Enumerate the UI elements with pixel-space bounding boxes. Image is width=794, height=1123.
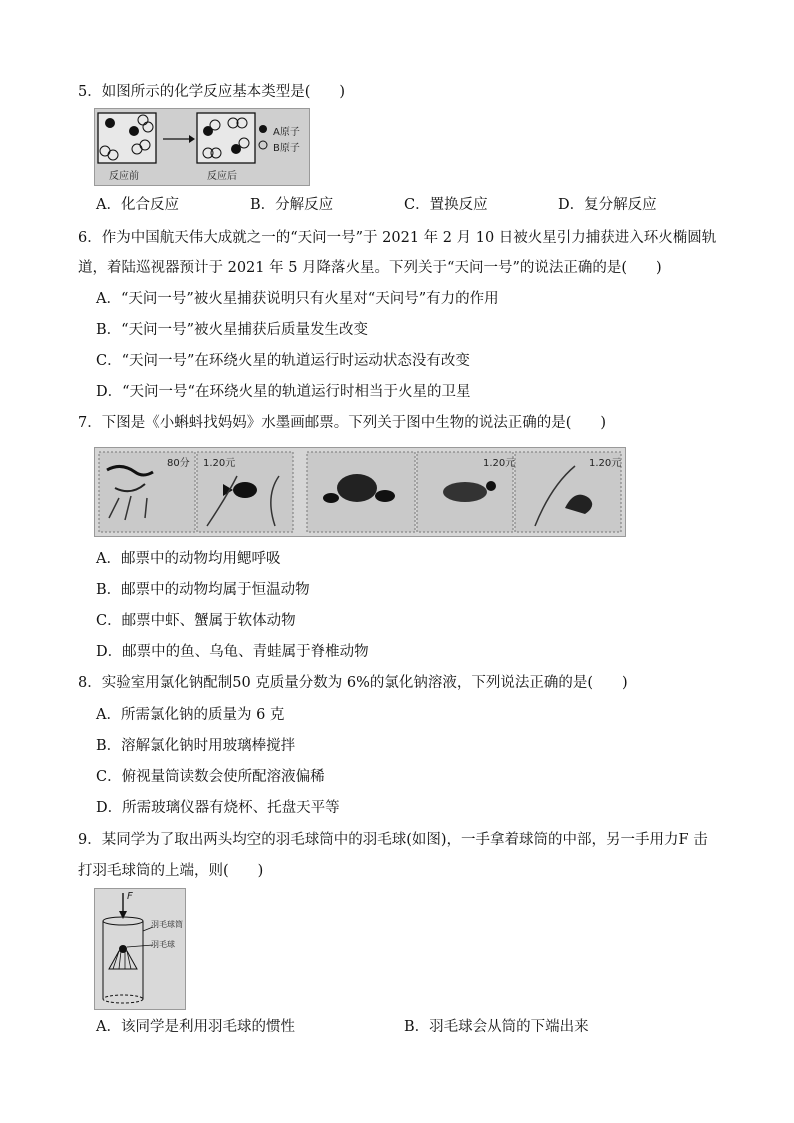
q6-option-a[interactable]: A．“天问一号”被火星捕获说明只有火星对“天问号”有力的作用 xyxy=(96,291,499,307)
q6-option-d[interactable]: D．“天问一号“在环绕火星的轨道运行时相当于火星的卫星 xyxy=(96,384,471,400)
q8-stem: 8．实验室用氯化钠配制50 克质量分数为 6%的氯化钠溶液，下列说法正确的是( ) xyxy=(78,675,628,691)
stamp-1-value: 80分 xyxy=(167,458,190,469)
q5-reaction-figure xyxy=(94,108,310,186)
stamp-5-value: 1.20元 xyxy=(589,458,622,469)
q8-option-c[interactable]: C．俯视量筒读数会使所配溶液偏稀 xyxy=(96,769,325,785)
q7-option-d[interactable]: D．邮票中的鱼、乌龟、青蛙属于脊椎动物 xyxy=(96,644,369,660)
q9-stem-line2: 打羽毛球筒的上端，则( ) xyxy=(78,863,264,879)
q5-option-d[interactable]: D．复分解反应 xyxy=(558,197,657,213)
q5-option-b[interactable]: B．分解反应 xyxy=(250,197,334,213)
q9-option-a[interactable]: A．该同学是利用羽毛球的惯性 xyxy=(96,1019,295,1035)
q9-badminton-tube-figure xyxy=(94,888,186,1010)
stamp-4-value: 1.20元 xyxy=(483,458,516,469)
tube-label: 羽毛球筒 xyxy=(151,920,183,929)
q8-option-d[interactable]: D．所需玻璃仪器有烧杯、托盘天平等 xyxy=(96,800,340,816)
q8-option-a[interactable]: A．所需氯化钠的质量为 6 克 xyxy=(96,707,285,723)
q7-stamps-figure xyxy=(94,447,626,537)
q5-option-c[interactable]: C．置换反应 xyxy=(404,197,488,213)
after-label: 反应后 xyxy=(207,171,237,182)
q6-stem-line2: 道，着陆巡视器预计于 2021 年 5 月降落火星。下列关于“天问一号”的说法正确的是( ) xyxy=(78,260,662,276)
q5-option-a[interactable]: A．化合反应 xyxy=(96,197,179,213)
q7-stem: 7．下图是《小蝌蚪找妈妈》水墨画邮票。下列关于图中生物的说法正确的是( ) xyxy=(78,415,607,431)
q8-option-b[interactable]: B．溶解氯化钠时用玻璃棒搅拌 xyxy=(96,738,296,754)
ball-label: 羽毛球 xyxy=(151,940,175,949)
stamp-2-value: 1.20元 xyxy=(203,458,236,469)
q6-option-c[interactable]: C．“天问一号”在环绕火星的轨道运行时运动状态没有改变 xyxy=(96,353,470,369)
q7-option-a[interactable]: A．邮票中的动物均用鳃呼吸 xyxy=(96,551,281,567)
q7-option-b[interactable]: B．邮票中的动物均属于恒温动物 xyxy=(96,582,310,598)
q7-option-c[interactable]: C．邮票中虾、蟹属于软体动物 xyxy=(96,613,296,629)
before-label: 反应前 xyxy=(109,171,139,182)
q5-stem: 5．如图所示的化学反应基本类型是( ) xyxy=(78,84,346,100)
q9-stem-line1: 9．某同学为了取出两头均空的羽毛球筒中的羽毛球(如图)，一手拿着球筒的中部，另一手用力F 击 xyxy=(78,832,708,848)
force-f-label: F xyxy=(127,891,133,902)
q9-option-b[interactable]: B．羽毛球会从筒的下端出来 xyxy=(404,1019,589,1035)
q6-option-b[interactable]: B．“天问一号”被火星捕获后质量发生改变 xyxy=(96,322,368,338)
legend-a-atom: A原子 xyxy=(273,127,300,138)
q6-stem-line1: 6．作为中国航天伟大成就之一的“天问一号”于 2021 年 2 月 10 日被火星引力捕获进入环火椭圆轨 xyxy=(78,230,717,246)
legend-b-atom: B原子 xyxy=(273,143,300,154)
